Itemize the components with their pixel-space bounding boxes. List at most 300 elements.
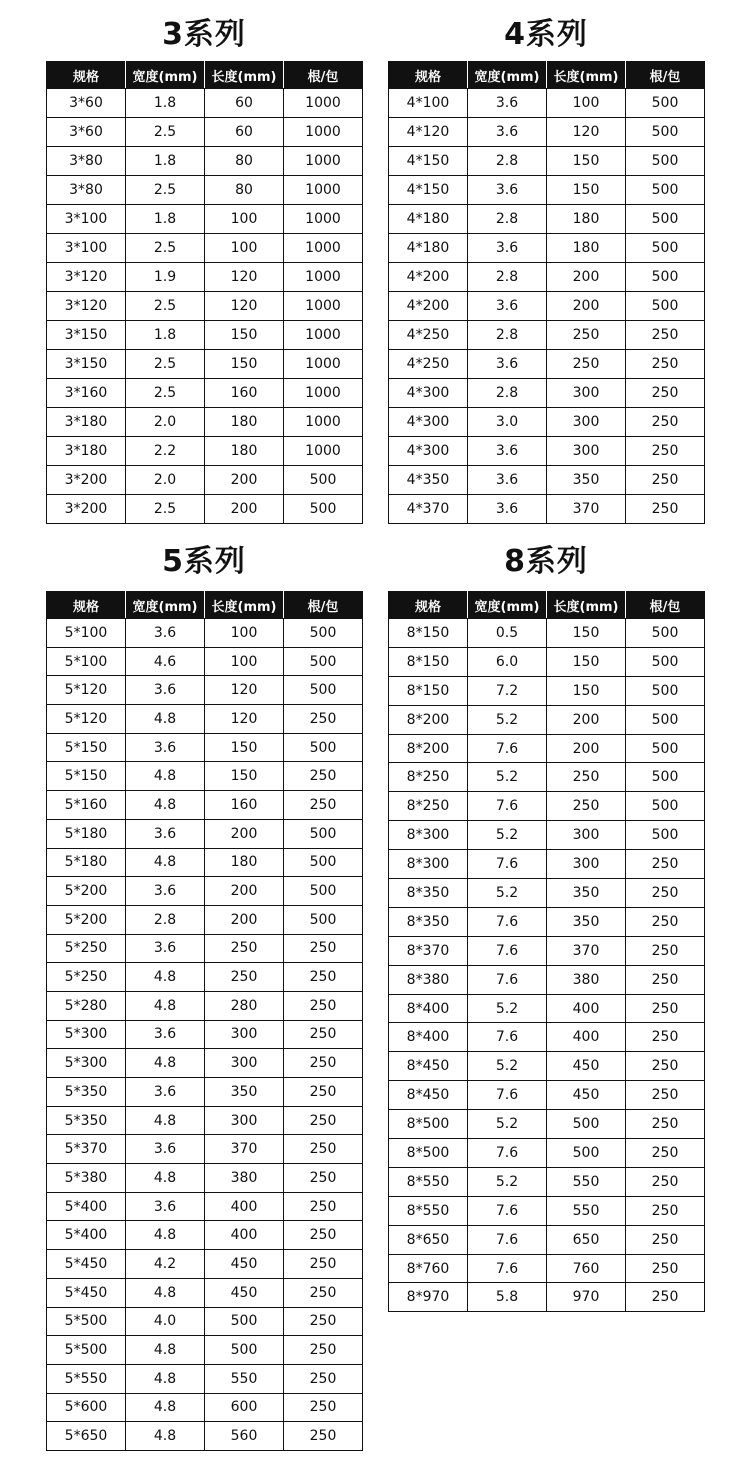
cell-spec: 5*650 xyxy=(47,1422,126,1451)
cell-per-pack: 250 xyxy=(626,936,705,965)
table-row xyxy=(47,437,363,466)
cell-width: 7.6 xyxy=(468,1139,547,1168)
cell-spec: 8*370 xyxy=(389,936,468,965)
cell-spec: 4*120 xyxy=(389,118,468,147)
table-row xyxy=(47,991,363,1020)
cell-length: 200 xyxy=(547,292,626,321)
cell-spec: 4*250 xyxy=(389,350,468,379)
table-row xyxy=(389,619,705,648)
cell-per-pack: 500 xyxy=(626,147,705,176)
cell-width: 3.6 xyxy=(468,350,547,379)
cell-per-pack: 1000 xyxy=(284,263,363,292)
cell-length: 120 xyxy=(205,676,284,705)
cell-per-pack: 500 xyxy=(626,205,705,234)
cell-spec: 4*200 xyxy=(389,263,468,292)
cell-spec: 3*80 xyxy=(47,176,126,205)
header-width: 宽度(mm) xyxy=(126,62,205,89)
cell-width: 2.5 xyxy=(126,118,205,147)
cell-per-pack: 500 xyxy=(626,792,705,821)
cell-spec: 8*970 xyxy=(389,1283,468,1312)
cell-width: 4.8 xyxy=(126,963,205,992)
cell-per-pack: 250 xyxy=(626,350,705,379)
cell-spec: 5*200 xyxy=(47,905,126,934)
cell-per-pack: 250 xyxy=(626,965,705,994)
cell-per-pack: 500 xyxy=(284,877,363,906)
cell-spec: 5*280 xyxy=(47,991,126,1020)
cell-per-pack: 250 xyxy=(626,466,705,495)
cell-width: 2.8 xyxy=(468,379,547,408)
cell-length: 450 xyxy=(205,1250,284,1279)
table-row xyxy=(389,1196,705,1225)
cell-width: 2.2 xyxy=(126,437,205,466)
cell-spec: 5*350 xyxy=(47,1106,126,1135)
cell-width: 5.2 xyxy=(468,763,547,792)
cell-spec: 5*250 xyxy=(47,963,126,992)
cell-length: 450 xyxy=(205,1278,284,1307)
cell-width: 3.6 xyxy=(468,234,547,263)
header-length: 长度(mm) xyxy=(547,592,626,619)
cell-spec: 8*200 xyxy=(389,734,468,763)
cell-per-pack: 500 xyxy=(284,848,363,877)
cell-width: 4.8 xyxy=(126,762,205,791)
cell-per-pack: 1000 xyxy=(284,379,363,408)
cell-length: 350 xyxy=(547,466,626,495)
cell-width: 1.8 xyxy=(126,89,205,118)
table-row xyxy=(47,1135,363,1164)
cell-per-pack: 1000 xyxy=(284,118,363,147)
table-row xyxy=(47,1364,363,1393)
table-row xyxy=(389,879,705,908)
cell-width: 7.6 xyxy=(468,734,547,763)
table-header-row xyxy=(389,592,705,619)
cell-per-pack: 250 xyxy=(626,408,705,437)
cell-spec: 8*300 xyxy=(389,821,468,850)
cell-spec: 5*300 xyxy=(47,1020,126,1049)
cell-spec: 8*450 xyxy=(389,1052,468,1081)
cell-per-pack: 500 xyxy=(626,763,705,792)
cell-length: 550 xyxy=(205,1364,284,1393)
cell-spec: 4*350 xyxy=(389,466,468,495)
cell-spec: 4*180 xyxy=(389,234,468,263)
table-row xyxy=(47,1221,363,1250)
table-row xyxy=(47,466,363,495)
cell-per-pack: 250 xyxy=(284,705,363,734)
cell-spec: 8*380 xyxy=(389,965,468,994)
cell-spec: 5*150 xyxy=(47,762,126,791)
cell-spec: 5*450 xyxy=(47,1250,126,1279)
cell-length: 80 xyxy=(205,176,284,205)
cell-width: 7.6 xyxy=(468,936,547,965)
cell-spec: 8*350 xyxy=(389,879,468,908)
cell-spec: 5*150 xyxy=(47,733,126,762)
cell-spec: 4*150 xyxy=(389,147,468,176)
table-row xyxy=(389,705,705,734)
cell-length: 150 xyxy=(547,647,626,676)
cell-per-pack: 500 xyxy=(284,905,363,934)
cell-length: 100 xyxy=(205,234,284,263)
table-row xyxy=(389,676,705,705)
table-row xyxy=(389,408,705,437)
cell-per-pack: 250 xyxy=(626,850,705,879)
cell-per-pack: 1000 xyxy=(284,292,363,321)
table-row xyxy=(47,147,363,176)
cell-spec: 8*150 xyxy=(389,619,468,648)
cell-spec: 4*300 xyxy=(389,437,468,466)
cell-per-pack: 250 xyxy=(284,762,363,791)
cell-per-pack: 250 xyxy=(284,1192,363,1221)
cell-spec: 5*120 xyxy=(47,705,126,734)
cell-per-pack: 500 xyxy=(284,466,363,495)
cell-width: 4.8 xyxy=(126,791,205,820)
cell-spec: 4*100 xyxy=(389,89,468,118)
cell-spec: 4*300 xyxy=(389,379,468,408)
table-header-row xyxy=(47,62,363,89)
cell-spec: 5*600 xyxy=(47,1393,126,1422)
cell-per-pack: 250 xyxy=(284,1164,363,1193)
cell-spec: 8*450 xyxy=(389,1081,468,1110)
table-row xyxy=(389,1139,705,1168)
cell-length: 200 xyxy=(205,466,284,495)
cell-width: 1.8 xyxy=(126,147,205,176)
cell-spec: 5*380 xyxy=(47,1164,126,1193)
section-title: 3系列 xyxy=(162,17,246,52)
cell-width: 3.6 xyxy=(468,495,547,524)
cell-per-pack: 250 xyxy=(284,1049,363,1078)
table-row xyxy=(389,792,705,821)
cell-spec: 3*120 xyxy=(47,292,126,321)
cell-spec: 4*200 xyxy=(389,292,468,321)
table-row xyxy=(389,176,705,205)
cell-length: 150 xyxy=(547,676,626,705)
cell-per-pack: 250 xyxy=(284,1135,363,1164)
header-per-pack: 根/包 xyxy=(626,592,705,619)
cell-length: 350 xyxy=(547,879,626,908)
cell-per-pack: 250 xyxy=(284,1250,363,1279)
table-row xyxy=(47,205,363,234)
table-row xyxy=(389,495,705,524)
cell-length: 250 xyxy=(547,763,626,792)
table-row xyxy=(47,676,363,705)
cell-width: 4.6 xyxy=(126,647,205,676)
cell-spec: 8*250 xyxy=(389,763,468,792)
cell-length: 120 xyxy=(205,705,284,734)
section-4-series xyxy=(388,18,705,524)
cell-length: 550 xyxy=(547,1196,626,1225)
header-spec: 规格 xyxy=(47,592,126,619)
cell-width: 3.6 xyxy=(468,466,547,495)
cell-width: 3.6 xyxy=(126,934,205,963)
cell-per-pack: 500 xyxy=(626,292,705,321)
cell-spec: 5*350 xyxy=(47,1078,126,1107)
cell-length: 500 xyxy=(205,1336,284,1365)
table-row xyxy=(47,1020,363,1049)
cell-per-pack: 500 xyxy=(284,733,363,762)
table-row xyxy=(389,466,705,495)
cell-width: 5.8 xyxy=(468,1283,547,1312)
table-row xyxy=(389,936,705,965)
cell-length: 100 xyxy=(547,89,626,118)
cell-width: 3.6 xyxy=(468,176,547,205)
cell-spec: 4*250 xyxy=(389,321,468,350)
cell-length: 400 xyxy=(205,1221,284,1250)
cell-per-pack: 1000 xyxy=(284,147,363,176)
table-row xyxy=(389,1254,705,1283)
cell-length: 200 xyxy=(547,734,626,763)
table-row xyxy=(389,907,705,936)
cell-length: 300 xyxy=(205,1106,284,1135)
table-row xyxy=(47,791,363,820)
cell-per-pack: 500 xyxy=(626,676,705,705)
cell-width: 3.6 xyxy=(468,437,547,466)
cell-width: 7.6 xyxy=(468,1081,547,1110)
cell-per-pack: 250 xyxy=(284,791,363,820)
cell-length: 300 xyxy=(205,1049,284,1078)
table-row xyxy=(389,1283,705,1312)
table-row xyxy=(389,205,705,234)
cell-width: 2.8 xyxy=(468,147,547,176)
cell-per-pack: 250 xyxy=(284,1221,363,1250)
cell-per-pack: 500 xyxy=(626,176,705,205)
cell-length: 500 xyxy=(547,1110,626,1139)
cell-per-pack: 500 xyxy=(284,619,363,648)
cell-length: 250 xyxy=(205,934,284,963)
cell-length: 560 xyxy=(205,1422,284,1451)
header-per-pack: 根/包 xyxy=(284,62,363,89)
table-row xyxy=(389,1225,705,1254)
cell-length: 200 xyxy=(205,819,284,848)
spec-table xyxy=(388,591,705,1312)
cell-width: 1.8 xyxy=(126,205,205,234)
cell-width: 7.6 xyxy=(468,850,547,879)
cell-length: 250 xyxy=(547,792,626,821)
cell-width: 3.6 xyxy=(126,1078,205,1107)
table-row xyxy=(389,379,705,408)
table-row xyxy=(47,848,363,877)
table-row xyxy=(389,234,705,263)
cell-width: 3.0 xyxy=(468,408,547,437)
cell-spec: 3*150 xyxy=(47,321,126,350)
cell-spec: 8*760 xyxy=(389,1254,468,1283)
cell-width: 4.0 xyxy=(126,1307,205,1336)
cell-spec: 3*150 xyxy=(47,350,126,379)
cell-width: 3.6 xyxy=(468,118,547,147)
cell-per-pack: 250 xyxy=(626,1081,705,1110)
cell-length: 450 xyxy=(547,1052,626,1081)
table-row xyxy=(47,1078,363,1107)
cell-spec: 5*200 xyxy=(47,877,126,906)
header-length: 长度(mm) xyxy=(547,62,626,89)
cell-length: 150 xyxy=(547,619,626,648)
cell-width: 2.8 xyxy=(468,263,547,292)
cell-width: 3.6 xyxy=(126,1192,205,1221)
cell-per-pack: 250 xyxy=(626,1023,705,1052)
cell-per-pack: 1000 xyxy=(284,408,363,437)
header-per-pack: 根/包 xyxy=(284,592,363,619)
cell-per-pack: 250 xyxy=(626,879,705,908)
cell-width: 4.8 xyxy=(126,1049,205,1078)
table-row xyxy=(47,733,363,762)
cell-per-pack: 250 xyxy=(626,1283,705,1312)
cell-per-pack: 250 xyxy=(284,1364,363,1393)
cell-spec: 5*180 xyxy=(47,819,126,848)
table-row xyxy=(389,321,705,350)
cell-per-pack: 250 xyxy=(284,991,363,1020)
cell-length: 380 xyxy=(205,1164,284,1193)
cell-spec: 8*500 xyxy=(389,1110,468,1139)
cell-length: 100 xyxy=(205,647,284,676)
cell-length: 60 xyxy=(205,89,284,118)
cell-per-pack: 500 xyxy=(626,647,705,676)
cell-spec: 8*400 xyxy=(389,1023,468,1052)
cell-width: 2.5 xyxy=(126,350,205,379)
cell-spec: 5*370 xyxy=(47,1135,126,1164)
cell-length: 200 xyxy=(547,705,626,734)
cell-length: 160 xyxy=(205,379,284,408)
cell-per-pack: 250 xyxy=(626,495,705,524)
table-row xyxy=(47,1422,363,1451)
table-row xyxy=(47,379,363,408)
cell-width: 4.8 xyxy=(126,1393,205,1422)
cell-spec: 5*250 xyxy=(47,934,126,963)
cell-length: 970 xyxy=(547,1283,626,1312)
cell-length: 650 xyxy=(547,1225,626,1254)
cell-length: 300 xyxy=(547,437,626,466)
cell-per-pack: 500 xyxy=(626,821,705,850)
cell-width: 2.8 xyxy=(468,205,547,234)
cell-length: 150 xyxy=(205,762,284,791)
cell-spec: 5*300 xyxy=(47,1049,126,1078)
cell-per-pack: 250 xyxy=(626,1139,705,1168)
cell-width: 7.6 xyxy=(468,1023,547,1052)
table-row xyxy=(47,877,363,906)
header-length: 长度(mm) xyxy=(205,592,284,619)
cell-spec: 3*80 xyxy=(47,147,126,176)
cell-width: 2.8 xyxy=(468,321,547,350)
cell-length: 250 xyxy=(205,963,284,992)
cell-per-pack: 500 xyxy=(284,647,363,676)
cell-per-pack: 250 xyxy=(284,1393,363,1422)
cell-spec: 8*350 xyxy=(389,907,468,936)
cell-width: 2.5 xyxy=(126,495,205,524)
cell-width: 3.6 xyxy=(126,1135,205,1164)
cell-length: 150 xyxy=(205,733,284,762)
table-row xyxy=(47,647,363,676)
cell-spec: 3*100 xyxy=(47,205,126,234)
cell-length: 200 xyxy=(205,905,284,934)
cell-length: 180 xyxy=(205,848,284,877)
cell-width: 7.6 xyxy=(468,965,547,994)
cell-width: 2.0 xyxy=(126,408,205,437)
cell-spec: 5*500 xyxy=(47,1336,126,1365)
cell-spec: 3*160 xyxy=(47,379,126,408)
cell-width: 2.5 xyxy=(126,176,205,205)
cell-length: 150 xyxy=(205,321,284,350)
table-row xyxy=(389,1052,705,1081)
cell-per-pack: 1000 xyxy=(284,205,363,234)
cell-length: 200 xyxy=(547,263,626,292)
table-row xyxy=(389,1081,705,1110)
cell-length: 180 xyxy=(547,234,626,263)
cell-width: 1.8 xyxy=(126,321,205,350)
cell-width: 4.8 xyxy=(126,848,205,877)
cell-per-pack: 250 xyxy=(626,1052,705,1081)
table-row xyxy=(389,147,705,176)
table-row xyxy=(47,934,363,963)
cell-spec: 5*500 xyxy=(47,1307,126,1336)
cell-length: 600 xyxy=(205,1393,284,1422)
cell-spec: 8*650 xyxy=(389,1225,468,1254)
header-width: 宽度(mm) xyxy=(468,592,547,619)
cell-width: 4.8 xyxy=(126,1422,205,1451)
section-8-series xyxy=(388,545,705,1312)
cell-length: 400 xyxy=(547,994,626,1023)
cell-per-pack: 250 xyxy=(284,1307,363,1336)
cell-length: 200 xyxy=(205,495,284,524)
cell-spec: 5*450 xyxy=(47,1278,126,1307)
cell-per-pack: 1000 xyxy=(284,234,363,263)
table-row xyxy=(389,118,705,147)
table-row xyxy=(389,994,705,1023)
table-row xyxy=(389,734,705,763)
cell-spec: 4*150 xyxy=(389,176,468,205)
cell-width: 3.6 xyxy=(126,676,205,705)
cell-width: 2.5 xyxy=(126,379,205,408)
table-row xyxy=(389,89,705,118)
table-row xyxy=(389,350,705,379)
cell-length: 300 xyxy=(205,1020,284,1049)
header-spec: 规格 xyxy=(47,62,126,89)
table-row xyxy=(389,647,705,676)
header-width: 宽度(mm) xyxy=(468,62,547,89)
cell-width: 2.5 xyxy=(126,234,205,263)
cell-width: 5.2 xyxy=(468,1052,547,1081)
cell-per-pack: 500 xyxy=(626,118,705,147)
table-row xyxy=(389,965,705,994)
cell-per-pack: 250 xyxy=(626,437,705,466)
cell-length: 350 xyxy=(547,907,626,936)
cell-length: 380 xyxy=(547,965,626,994)
table-row xyxy=(47,263,363,292)
cell-spec: 8*500 xyxy=(389,1139,468,1168)
cell-per-pack: 500 xyxy=(284,495,363,524)
table-row xyxy=(389,850,705,879)
cell-width: 2.0 xyxy=(126,466,205,495)
cell-width: 5.2 xyxy=(468,821,547,850)
cell-spec: 3*60 xyxy=(47,89,126,118)
cell-length: 400 xyxy=(205,1192,284,1221)
cell-per-pack: 250 xyxy=(626,907,705,936)
cell-per-pack: 250 xyxy=(284,1336,363,1365)
cell-length: 280 xyxy=(205,991,284,1020)
cell-length: 250 xyxy=(547,350,626,379)
cell-length: 120 xyxy=(547,118,626,147)
header-length: 长度(mm) xyxy=(205,62,284,89)
table-row xyxy=(47,292,363,321)
cell-spec: 8*150 xyxy=(389,647,468,676)
table-row xyxy=(47,1250,363,1279)
cell-width: 3.6 xyxy=(126,1020,205,1049)
cell-length: 500 xyxy=(205,1307,284,1336)
cell-width: 7.6 xyxy=(468,792,547,821)
cell-spec: 5*100 xyxy=(47,619,126,648)
cell-spec: 4*180 xyxy=(389,205,468,234)
cell-length: 180 xyxy=(205,408,284,437)
cell-spec: 4*300 xyxy=(389,408,468,437)
cell-spec: 3*200 xyxy=(47,495,126,524)
cell-per-pack: 500 xyxy=(626,619,705,648)
cell-width: 4.8 xyxy=(126,705,205,734)
cell-spec: 5*160 xyxy=(47,791,126,820)
